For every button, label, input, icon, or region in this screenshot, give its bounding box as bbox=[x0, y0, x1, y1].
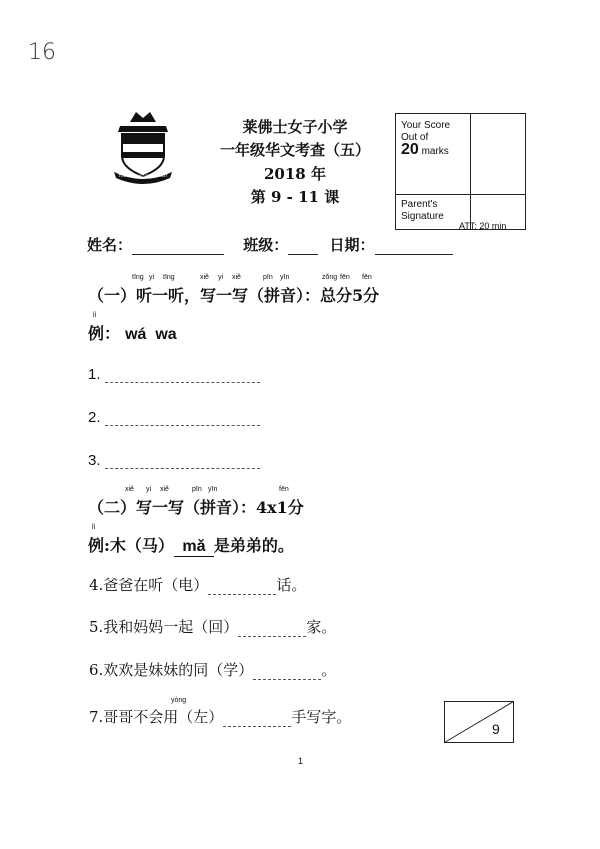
parents-label: Parent's bbox=[401, 199, 438, 210]
page-mark: 16 bbox=[28, 40, 56, 65]
q4-row bbox=[89, 574, 306, 595]
q6-suffix: 。 bbox=[321, 661, 337, 679]
example1-answer: wá wa bbox=[125, 326, 177, 343]
date-field[interactable] bbox=[375, 240, 453, 255]
att-time: ATT: 20 min bbox=[459, 221, 507, 231]
q7-answer-line[interactable] bbox=[223, 714, 291, 727]
your-score-label: Your Score bbox=[401, 120, 451, 131]
crest-motto: TOUCHER ET PLUS HAUT bbox=[118, 173, 168, 178]
marks-label: marks bbox=[421, 146, 449, 157]
q5-row bbox=[89, 616, 336, 637]
q1-row bbox=[88, 366, 260, 383]
page-number: 1 bbox=[298, 756, 304, 766]
example1-label: 例： bbox=[88, 324, 121, 343]
q6-row bbox=[89, 659, 336, 680]
py: xiě bbox=[125, 486, 134, 493]
q7-row bbox=[89, 706, 351, 727]
q3-row bbox=[88, 452, 260, 469]
q2-number: 2. bbox=[88, 409, 101, 426]
signature-label: Signature bbox=[401, 211, 444, 222]
py: fēn bbox=[362, 274, 372, 281]
info-row bbox=[87, 234, 453, 255]
name-label: 姓名： bbox=[87, 236, 133, 254]
py: fēn bbox=[340, 274, 350, 281]
py: tīng bbox=[163, 274, 175, 281]
q5-suffix: 家。 bbox=[306, 618, 337, 636]
py: yi bbox=[218, 274, 224, 281]
lessons: 第 9 - 11 课 bbox=[250, 188, 340, 206]
py: yi bbox=[146, 486, 152, 493]
class-label: 班级： bbox=[243, 236, 289, 254]
py: fēn bbox=[279, 486, 289, 493]
example1-row bbox=[88, 321, 177, 344]
q5-answer-line[interactable] bbox=[238, 624, 306, 637]
py: zǒng bbox=[322, 274, 338, 281]
q6-answer-line[interactable] bbox=[253, 667, 321, 680]
out-of-label: Out of bbox=[401, 132, 429, 143]
py: yi bbox=[149, 274, 155, 281]
example2-suffix: 是弟弟的。 bbox=[213, 536, 294, 555]
q3-answer-line[interactable] bbox=[105, 456, 260, 469]
py: yīn bbox=[208, 486, 218, 493]
example2-prefix: 例:木（马） bbox=[88, 536, 174, 555]
example2-row bbox=[88, 533, 294, 557]
school-name: 莱佛士女子小学 bbox=[242, 118, 348, 136]
q4-prefix: 4.爸爸在听（电） bbox=[89, 576, 209, 594]
section-score-box bbox=[444, 701, 514, 743]
py: xiě bbox=[200, 274, 209, 281]
school-crest bbox=[110, 108, 176, 186]
score-label-cell bbox=[396, 114, 471, 195]
example1-pinyin: lì bbox=[93, 312, 97, 319]
test-year: 2018 年 bbox=[264, 165, 326, 183]
score-box bbox=[395, 113, 526, 230]
q4-answer-line[interactable] bbox=[208, 582, 276, 595]
class-field[interactable] bbox=[288, 240, 318, 255]
example2-pinyin: lì bbox=[92, 524, 96, 531]
section-score: 9 bbox=[492, 721, 500, 737]
q2-row bbox=[88, 409, 260, 426]
name-field[interactable] bbox=[132, 240, 224, 255]
q6-prefix: 6.欢欢是妹妹的同（学） bbox=[89, 661, 254, 679]
date-label: 日期： bbox=[329, 236, 375, 254]
q4-suffix: 话。 bbox=[276, 576, 307, 594]
py: xiě bbox=[160, 486, 169, 493]
section2-title: （二）写一写（拼音）：4x1分 bbox=[88, 498, 304, 517]
q7-suffix: 手写字。 bbox=[291, 708, 352, 726]
example2-answer: mǎ bbox=[174, 538, 214, 557]
q5-prefix: 5.我和妈妈一起（回） bbox=[89, 618, 239, 636]
test-title: 一年级华文考查（五） bbox=[219, 141, 370, 159]
py: pīn bbox=[263, 274, 273, 281]
py: xiě bbox=[232, 274, 241, 281]
q2-answer-line[interactable] bbox=[105, 413, 260, 426]
q7-prefix: 7.哥哥不会用（左） bbox=[89, 708, 224, 726]
score-field[interactable] bbox=[471, 114, 526, 195]
q1-number: 1. bbox=[88, 366, 101, 383]
q3-number: 3. bbox=[88, 452, 101, 469]
q1-answer-line[interactable] bbox=[105, 370, 260, 383]
py: tīng bbox=[132, 274, 144, 281]
q7-pinyin: yòng bbox=[171, 697, 187, 704]
total-marks: 20 bbox=[401, 141, 419, 158]
section1-title: （一）听一听，写一写（拼音）：总分5分 bbox=[88, 286, 380, 305]
py: pīn bbox=[192, 486, 202, 493]
py: yīn bbox=[280, 274, 290, 281]
